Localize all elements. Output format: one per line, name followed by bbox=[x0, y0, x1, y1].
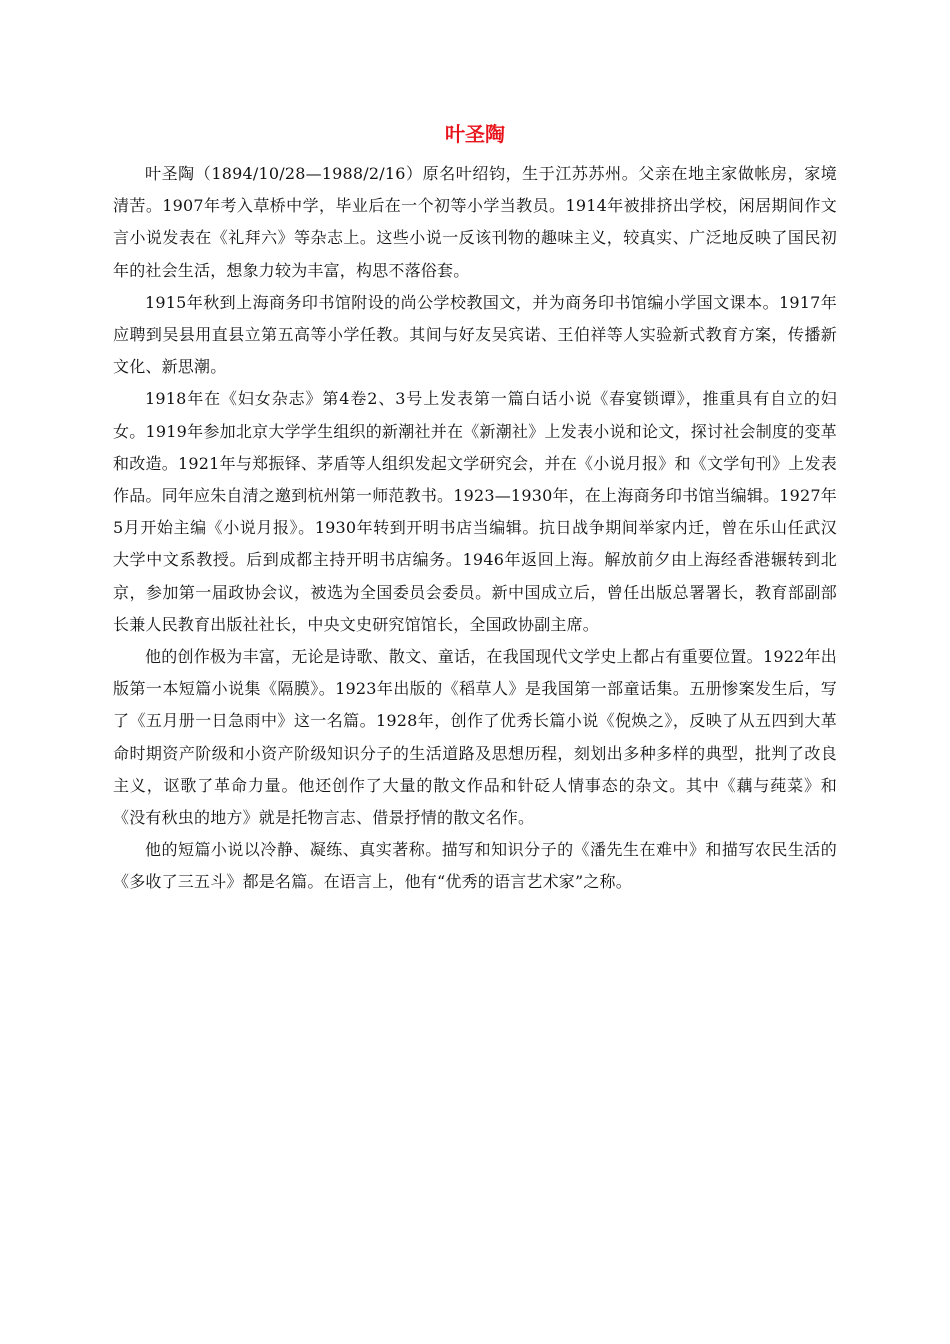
document-title: 叶圣陶 bbox=[445, 122, 505, 146]
paragraph-early-life: 叶圣陶（1894/10/28—1988/2/16）原名叶绍钧，生于江苏苏州。父亲在地主家做帐房，家境清苦。1907年考入草桥中学，毕业后在一个初等小学当教员。1914年被排挤出学校，闲居期间作文言小说发表在《礼拜六》等杂志上。这些小说一反该刊物的趣味主义，较真实、广泛地反映了国民初年的社会生活，想象力较为丰富，构思不落俗套。 bbox=[113, 164, 837, 280]
paragraph-career: 1918年在《妇女杂志》第4卷2、3号上发表第一篇白话小说《春宴锁谭》，推重具有自立的妇女。1919年参加北京大学学生组织的新潮社并在《新潮社》上发表小说和论文，探讨社会制度的变革和改造。1921年与郑振铎、茅盾等人组织发起文学研究会，并在《小说月报》和《文学旬刊》上发表作品。同年应朱自清之邀到杭州第一师范教书。1923—1930年，在上海商务印书馆当编辑。1927年5月开始主编《小说月报》。1930年转到开明书店当编辑。抗日战争期间举家内迁，曾在乐山任武汉大学中文系教授。后到成都主持开明书店编务。1946年返回上海。解放前夕由上海经香港辗转到北京，参加第一届政协会议，被选为全国委员会委员。新中国成立后，曾任出版总署署长，教育部副部长兼人民教育出版社社长，中央文史研究馆馆长，全国政协副主席。 bbox=[113, 389, 837, 634]
paragraph-style: 他的短篇小说以冷静、凝练、真实著称。描写和知识分子的《潘先生在难中》和描写农民生活的《多收了三五斗》都是名篇。在语言上，他有“优秀的语言艺术家”之称。 bbox=[113, 840, 837, 892]
paragraph-teaching: 1915年秋到上海商务印书馆附设的尚公学校教国文，并为商务印书馆编小学国文课本。1917年应聘到吴县用直县立第五高等小学任教。其间与好友吴宾诺、王伯祥等人实验新式教育方案，传播新文化、新思潮。 bbox=[113, 292, 837, 377]
paragraph-works: 他的创作极为丰富，无论是诗歌、散文、童话，在我国现代文学史上都占有重要位置。1922年出版第一本短篇小说集《隔膜》。1923年出版的《稻草人》是我国第一部童话集。五册惨案发生后，写了《五月册一日急雨中》这一名篇。1928年，创作了优秀长篇小说《倪焕之》，反映了从五四到大革命时期资产阶级和小资产阶级知识分子的生活道路及思想历程，刻划出多种多样的典型，批判了改良主义，讴歌了革命力量。他还创作了大量的散文作品和针砭人情事态的杂文。其中《藕与莼菜》和《没有秋虫的地方》就是托物言志、借景抒情的散文名作。 bbox=[113, 647, 837, 828]
document-body bbox=[113, 158, 837, 899]
